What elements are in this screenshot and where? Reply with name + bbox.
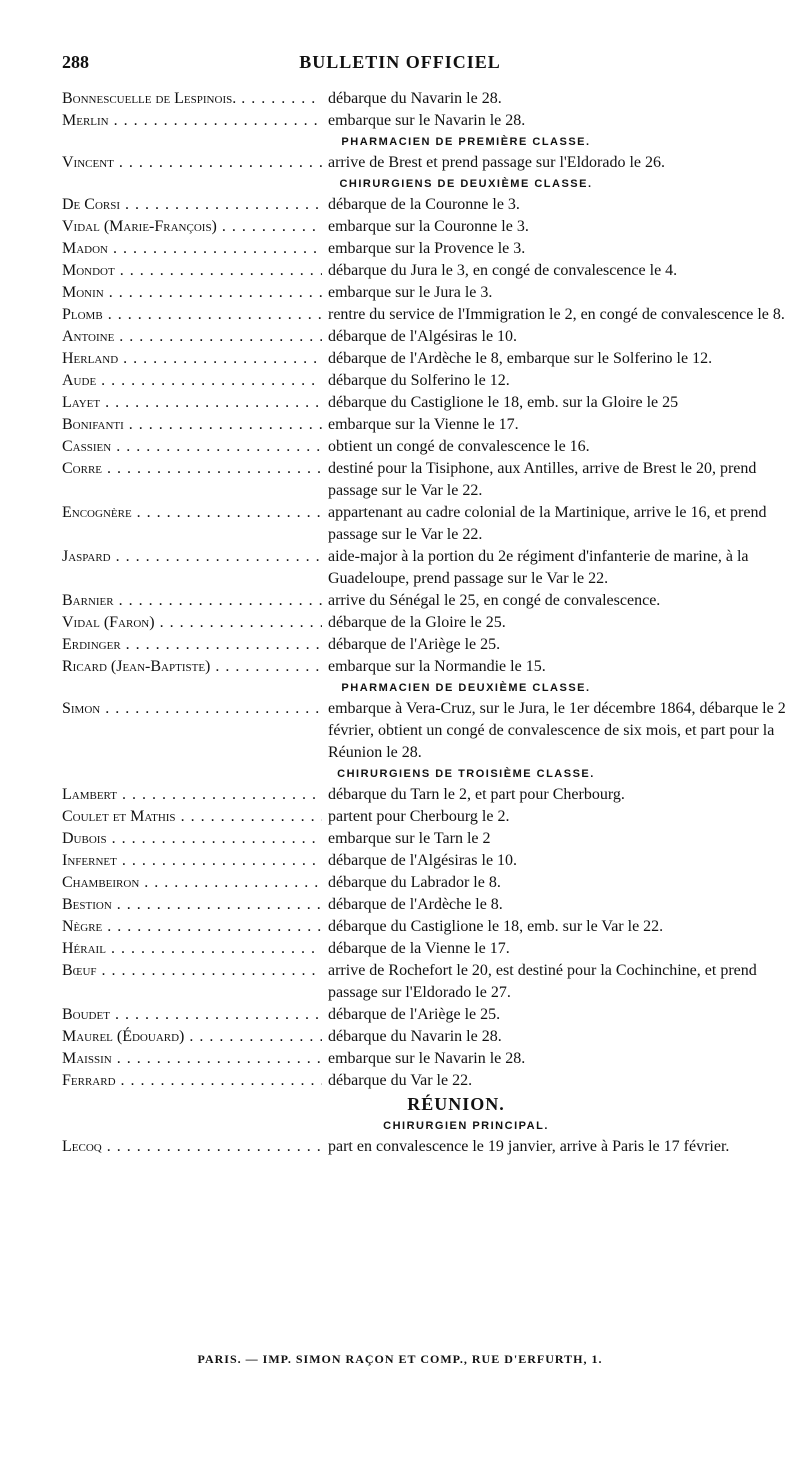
- entry-name-text: Antoine: [62, 328, 115, 345]
- entry-name: [62, 960, 322, 1004]
- entry-name-text: Maissin: [62, 1050, 112, 1067]
- section-heading: PHARMACIEN DE PREMIÈRE CLASSE.: [341, 136, 591, 148]
- entry-name-text: Infernet: [62, 852, 117, 869]
- personnel-entry: [62, 546, 790, 590]
- personnel-entry: [62, 1026, 790, 1048]
- entry-text: débarque du Castiglione le 18, emb. sur la Gloire le 25: [328, 394, 679, 411]
- running-title: BULLETIN OFFICIEL: [299, 52, 501, 72]
- entry-name-text: Nègre: [62, 918, 103, 935]
- entry-name-text: Layet: [62, 394, 101, 411]
- entry-name-text: Ricard (Jean-Baptiste): [62, 658, 211, 675]
- personnel-entry: [62, 110, 790, 132]
- entry-name-text: Coulet et Mathis: [62, 808, 176, 825]
- personnel-entry: [62, 194, 790, 216]
- personnel-entry: [62, 806, 790, 828]
- entry-name: [62, 370, 322, 392]
- entry-name: [62, 436, 322, 458]
- entry-name: [62, 304, 322, 326]
- entry-name-text: Chambeiron: [62, 874, 140, 891]
- entry-text: débarque de la Couronne le 3.: [328, 196, 520, 213]
- entry-name-text: Maurel (Édouard): [62, 1028, 185, 1045]
- entry-name-text: Lambert: [62, 786, 117, 803]
- entry-name-text: Encognère: [62, 504, 132, 521]
- personnel-entry: [62, 502, 790, 546]
- entry-name: [62, 260, 322, 282]
- entry-name-text: Bestion: [62, 896, 112, 913]
- entry-text: débarque du Tarn le 2, et part pour Cherbourg.: [328, 786, 625, 803]
- entry-text: appartenant au cadre colonial de la Martinique, arrive le 16, et prend passage sur le Var le 22.: [328, 504, 767, 543]
- entry-name-text: Vincent: [62, 154, 114, 171]
- entry-text: aide-major à la portion du 2e régiment d'infanterie de marine, à la Guadeloupe, prend passage sur le Var le 22.: [328, 548, 749, 587]
- personnel-entry: [62, 634, 790, 656]
- entry-text: débarque de l'Ardèche le 8.: [328, 896, 503, 913]
- personnel-entry: [62, 392, 790, 414]
- entry-text: obtient un congé de convalescence le 16.: [328, 438, 590, 455]
- entry-name: [62, 194, 322, 216]
- entry-name: [62, 806, 322, 828]
- entry-text: embarque sur le Jura le 3.: [328, 284, 493, 301]
- entry-text: embarque sur la Couronne le 3.: [328, 218, 529, 235]
- entry-text: partent pour Cherbourg le 2.: [328, 808, 510, 825]
- entry-text: débarque de l'Ariège le 25.: [328, 636, 501, 653]
- entry-name-text: Dubois: [62, 830, 107, 847]
- entry-name-text: Corre: [62, 460, 103, 477]
- entry-text: destiné pour la Tisiphone, aux Antilles, arrive de Brest le 20, prend passage sur le Var le 22.: [328, 460, 757, 499]
- entry-text: débarque du Jura le 3, en congé de convalescence le 4.: [328, 262, 678, 279]
- entry-name-text: Mondot: [62, 262, 115, 279]
- entry-name: [62, 348, 322, 370]
- entry-text: embarque à Vera-Cruz, sur le Jura, le 1er décembre 1864, débarque le 2 février, obtient un congé de convalescence de six mois, et part pour la Réunion le 28.: [328, 700, 786, 761]
- personnel-entry: [62, 370, 790, 392]
- section-heading: CHIRURGIENS DE TROISIÈME CLASSE.: [337, 768, 595, 780]
- entry-name: [62, 1136, 322, 1158]
- entry-name-text: Vidal (Marie-François): [62, 218, 217, 235]
- entry-name: [62, 634, 322, 656]
- entry-name: [62, 1048, 322, 1070]
- entry-name: [62, 872, 322, 894]
- entry-name: [62, 282, 322, 304]
- entry-name: [62, 392, 322, 414]
- entry-name: [62, 216, 322, 238]
- entry-name: [62, 698, 322, 764]
- personnel-entry: [62, 304, 790, 326]
- entry-name-text: Bonifanti: [62, 416, 124, 433]
- entry-name-text: Barnier: [62, 592, 114, 609]
- entry-name: [62, 110, 322, 132]
- personnel-entry: [62, 436, 790, 458]
- entry-text: débarque de l'Algésiras le 10.: [328, 328, 518, 345]
- personnel-entry: [62, 590, 790, 612]
- entry-name-text: Merlin: [62, 112, 109, 129]
- personnel-entry: [62, 1070, 790, 1092]
- entry-name: [62, 1026, 322, 1048]
- entry-name: [62, 590, 322, 612]
- entry-name-text: Vidal (Faron): [62, 614, 155, 631]
- entry-text: embarque sur le Navarin le 28.: [328, 112, 526, 129]
- entry-name-text: Hérail: [62, 940, 106, 957]
- personnel-entry: [62, 872, 790, 894]
- entry-text: débarque de la Gloire le 25.: [328, 614, 506, 631]
- entry-text: arrive de Brest et prend passage sur l'Eldorado le 26.: [328, 154, 665, 171]
- personnel-entry: [62, 938, 790, 960]
- entry-name-text: Herland: [62, 350, 119, 367]
- entry-text: part en convalescence le 19 janvier, arrive à Paris le 17 février.: [328, 1138, 730, 1155]
- entry-text: débarque du Navarin le 28.: [328, 1028, 502, 1045]
- entry-text: arrive de Rochefort le 20, est destiné pour la Cochinchine, et prend passage sur l'Eldorado le 27.: [328, 962, 757, 1001]
- page-header: [0, 52, 800, 80]
- entry-text: embarque sur la Normandie le 15.: [328, 658, 546, 675]
- entry-text: rentre du service de l'Immigration le 2, en congé de convalescence le 8.: [328, 306, 785, 323]
- personnel-entry: [62, 152, 790, 174]
- entry-name: [62, 414, 322, 436]
- section-heading: CHIRURGIENS DE DEUXIÈME CLASSE.: [339, 178, 593, 190]
- entry-name: [62, 546, 322, 590]
- entry-name: [62, 88, 322, 110]
- entry-name: [62, 938, 322, 960]
- entry-text: débarque de l'Ariège le 25.: [328, 1006, 501, 1023]
- personnel-entry: [62, 698, 790, 764]
- entry-name: [62, 612, 322, 634]
- personnel-entry: [62, 1004, 790, 1026]
- section-heading: CHIRURGIEN PRINCIPAL.: [383, 1120, 549, 1132]
- personnel-entry: [62, 282, 790, 304]
- personnel-entry: [62, 894, 790, 916]
- entry-name-text: Monin: [62, 284, 104, 301]
- entry-name: [62, 502, 322, 546]
- personnel-entry: [62, 960, 790, 1004]
- entry-text: embarque sur le Navarin le 28.: [328, 1050, 526, 1067]
- section-heading: PHARMACIEN DE DEUXIÈME CLASSE.: [341, 682, 591, 694]
- personnel-entry: [62, 414, 790, 436]
- entry-text: embarque sur le Tarn le 2: [328, 830, 491, 847]
- entry-name-text: Madon: [62, 240, 109, 257]
- personnel-entry: [62, 850, 790, 872]
- entry-name: [62, 1004, 322, 1026]
- entry-text: débarque du Labrador le 8.: [328, 874, 501, 891]
- entry-name: [62, 828, 322, 850]
- entry-name-text: Erdinger: [62, 636, 121, 653]
- entry-name-text: Lecoq: [62, 1138, 102, 1155]
- entry-text: débarque de la Vienne le 17.: [328, 940, 510, 957]
- personnel-entry: [62, 88, 790, 110]
- personnel-entry: [62, 260, 790, 282]
- personnel-entry: [62, 612, 790, 634]
- entry-name: [62, 850, 322, 872]
- entry-name: [62, 784, 322, 806]
- personnel-entry: [62, 828, 790, 850]
- personnel-entry: [62, 458, 790, 502]
- printer-imprint: PARIS. — IMP. SIMON RAÇON ET COMP., RUE D'ERFURTH, 1.: [197, 1352, 603, 1366]
- entry-name-text: Cassien: [62, 438, 112, 455]
- entry-name: [62, 916, 322, 938]
- personnel-entry: [62, 1048, 790, 1070]
- entry-text: débarque de l'Algésiras le 10.: [328, 852, 518, 869]
- bulletin-body: [62, 88, 790, 1158]
- entry-name: [62, 1070, 322, 1092]
- entry-name: [62, 326, 322, 348]
- entry-name-text: Plomb: [62, 306, 103, 323]
- personnel-entry: [62, 326, 790, 348]
- entry-text: débarque du Var le 22.: [328, 1072, 473, 1089]
- entry-name: [62, 238, 322, 260]
- entry-name-text: Jaspard: [62, 548, 111, 565]
- personnel-entry: [62, 1136, 790, 1158]
- entry-name-text: Boudet: [62, 1006, 110, 1023]
- entry-text: débarque du Castiglione le 18, emb. sur le Var le 22.: [328, 918, 664, 935]
- personnel-entry: [62, 916, 790, 938]
- entry-text: arrive du Sénégal le 25, en congé de convalescence.: [328, 592, 661, 609]
- entry-text: débarque de l'Ardèche le 8, embarque sur le Solferino le 12.: [328, 350, 713, 367]
- entry-name-text: Aude: [62, 372, 97, 389]
- entry-name: [62, 458, 322, 502]
- entry-text: embarque sur la Vienne le 17.: [328, 416, 519, 433]
- entry-name-text: De Corsi: [62, 196, 121, 213]
- entry-name-text: Bœuf: [62, 962, 97, 979]
- region-heading: RÉUNION.: [407, 1094, 505, 1114]
- entry-text: débarque du Solferino le 12.: [328, 372, 510, 389]
- entry-text: embarque sur la Provence le 3.: [328, 240, 526, 257]
- personnel-entry: [62, 216, 790, 238]
- entry-name-text: Bonnescuelle de Lespinois.: [62, 90, 237, 107]
- entry-text: débarque du Navarin le 28.: [328, 90, 502, 107]
- entry-name: [62, 152, 322, 174]
- personnel-entry: [62, 656, 790, 678]
- entry-name-text: Simon: [62, 700, 101, 717]
- personnel-entry: [62, 348, 790, 370]
- entry-name: [62, 656, 322, 678]
- personnel-entry: [62, 784, 790, 806]
- page-number: 288: [62, 52, 89, 72]
- entry-name: [62, 894, 322, 916]
- personnel-entry: [62, 238, 790, 260]
- entry-name-text: Ferrard: [62, 1072, 116, 1089]
